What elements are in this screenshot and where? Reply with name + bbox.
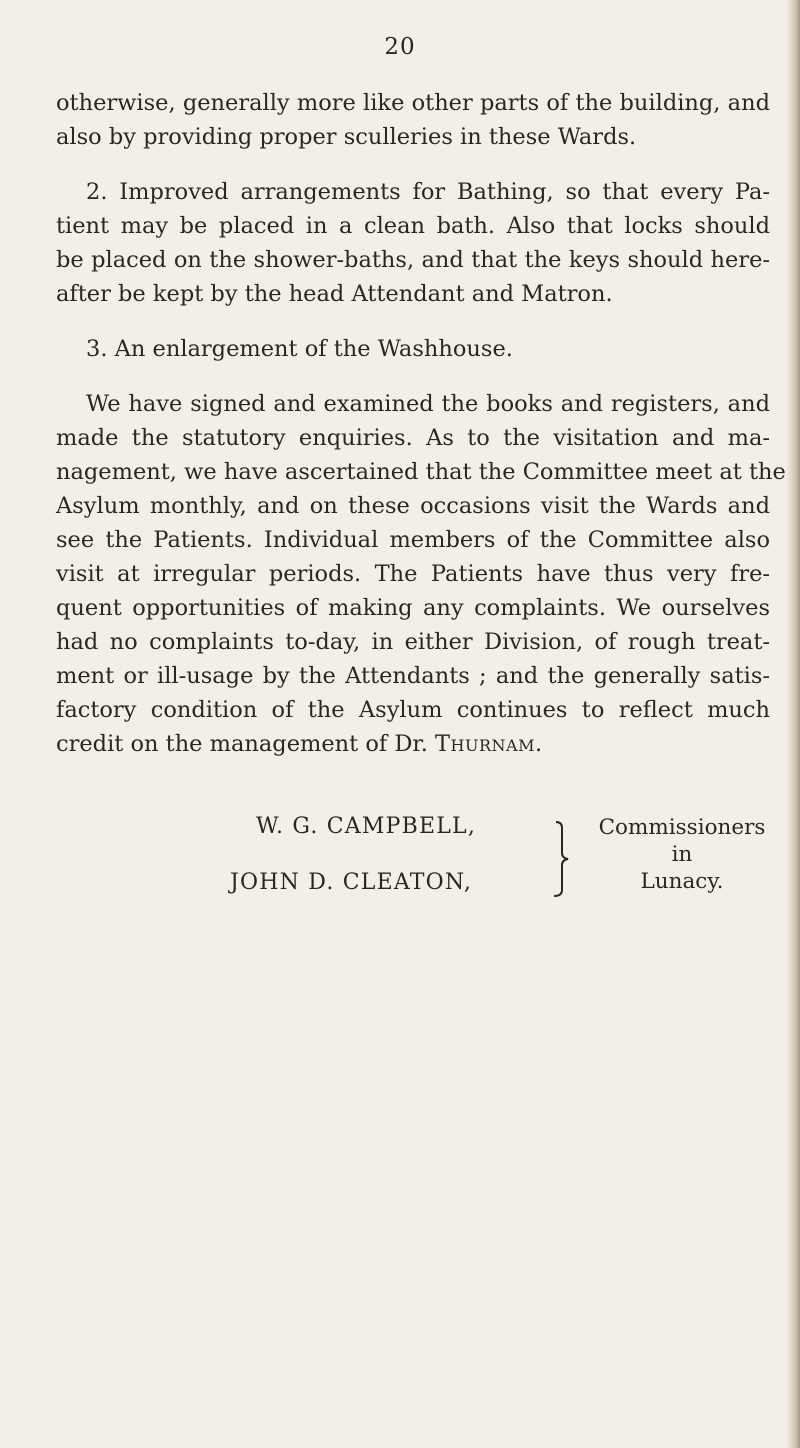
text-line-prefix: credit on the management of Dr.: [56, 731, 436, 757]
text-line: after be kept by the head Attendant and Matron.: [56, 281, 613, 307]
commission-line: in: [671, 842, 693, 867]
brace-icon: [548, 820, 570, 898]
text-line: had no complaints to-day, in either Division, of rough treat-: [56, 629, 770, 655]
commission-line: Commissioners: [598, 815, 766, 840]
paragraph-visitation: [56, 387, 786, 761]
page-edge-shadow: [786, 0, 800, 1448]
signatory-cleaton: JOHN D. CLEATON,: [230, 870, 473, 895]
text-line: 2. Improved arrangements for Bathing, so that every Pa-: [86, 179, 770, 205]
text-line: visit at irregular periods. The Patients have thus very fre-: [56, 561, 770, 587]
paragraph-item-3: [56, 332, 770, 366]
text-line: 3. An enlargement of the Washhouse.: [86, 336, 513, 362]
commission-line: Lunacy.: [640, 869, 724, 894]
text-line: tient may be placed in a clean bath. Also that locks should: [56, 213, 770, 239]
text-line: see the Patients. Individual members of the Committee also: [56, 527, 770, 553]
commission-title: [582, 814, 782, 895]
doctor-name: Thurnam: [435, 731, 535, 757]
signatory-campbell: W. G. CAMPBELL,: [256, 814, 477, 839]
paragraph-item-2: [56, 175, 770, 311]
signature-block: [0, 814, 800, 924]
text-line-final: [56, 727, 770, 761]
text-line: quent opportunities of making any complaints. We ourselves: [56, 595, 770, 621]
text-line: made the statutory enquiries. As to the visitation and ma-: [56, 425, 770, 451]
text-line: We have signed and examined the books and registers, and: [86, 391, 770, 417]
text-line: be placed on the shower-baths, and that the keys should here-: [56, 247, 770, 273]
text-line: ment or ill-usage by the Attendants ; and the generally satis-: [56, 663, 770, 689]
text-line: also by providing proper sculleries in these Wards.: [56, 124, 637, 150]
body-text: [56, 86, 786, 761]
page-number: 20: [384, 34, 416, 60]
text-line: factory condition of the Asylum continues to reflect much: [56, 697, 770, 723]
text-line: nagement, we have ascertained that the Committee meet at the: [56, 459, 786, 485]
text-line-suffix: .: [534, 731, 543, 757]
text-line: otherwise, generally more like other parts of the building, and: [56, 90, 770, 116]
text-line: Asylum monthly, and on these occasions visit the Wards and: [56, 493, 770, 519]
paragraph-continuation: [56, 86, 770, 154]
